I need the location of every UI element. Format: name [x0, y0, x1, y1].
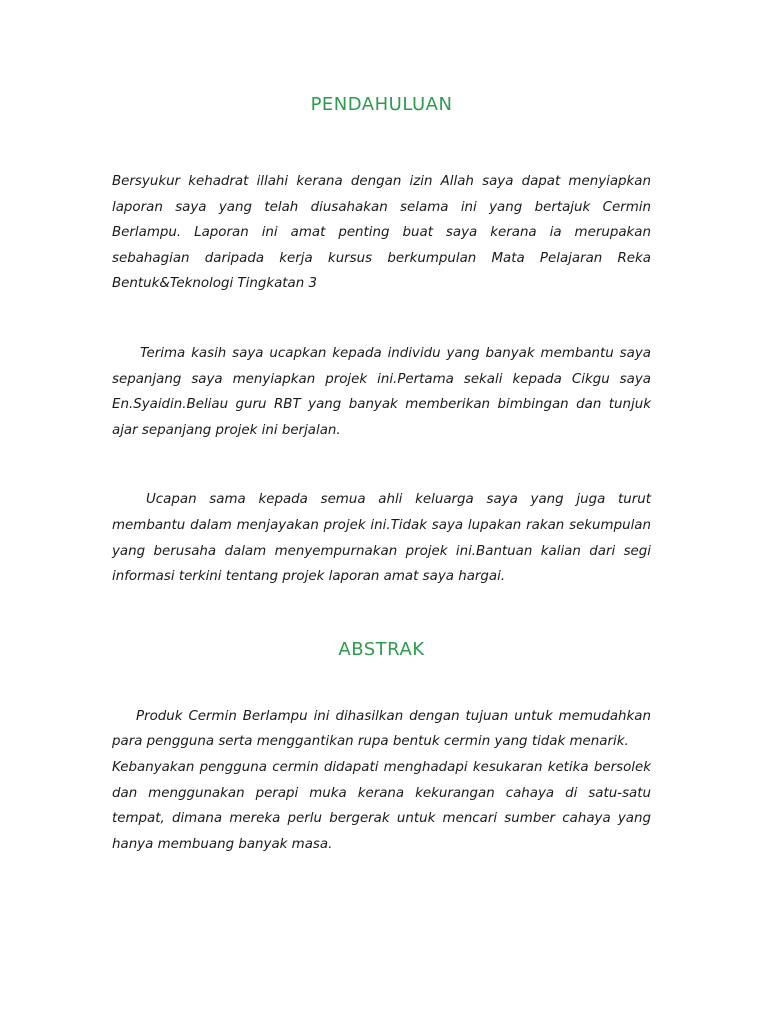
paragraph-intro: Bersyukur kehadrat illahi kerana dengan izin Allah saya dapat menyiapkan laporan saya yang telah diusahakan selama ini yang bertajuk Cermin Berlampu. Laporan ini amat penting buat saya kerana ia merupakan sebahagian daripada kerja kursus berkumpulan Mata Pelajaran Reka Bentuk&Teknologi Tingkatan 3	[112, 174, 651, 292]
paragraph-abstract-problem: Kebanyakan pengguna cermin didapati menghadapi kesukaran ketika bersolek dan menggunakan perapi muka kerana kekurangan cahaya di satu-satu tempat, dimana mereka perlu bergerak untuk mencari sumber cahaya yang hanya membuang banyak masa.	[112, 759, 651, 852]
heading-pendahuluan: PENDAHULUAN	[310, 94, 453, 115]
paragraph-abstract-product: Produk Cermin Berlampu ini dihasilkan dengan tujuan untuk memudahkan para pengguna serta menggantikan rupa bentuk cermin yang tidak menarik.	[112, 708, 651, 750]
paragraph-thanks: Terima kasih saya ucapkan kepada individu yang banyak membantu saya sepanjang saya menyiapkan projek ini.Pertama sekali kepada Cikgu saya En.Syaidin.Beliau guru RBT yang banyak memberikan bimbingan dan tunjuk ajar sepanjang projek ini berjalan.	[112, 345, 651, 438]
heading-abstrak: ABSTRAK	[338, 638, 425, 660]
paragraph-family: Ucapan sama kepada semua ahli keluarga saya yang juga turut membantu dalam menjayakan projek ini.Tidak saya lupakan rakan sekumpulan yang berusaha dalam menyempurnakan projek ini.Bantuan kalian dari segi informasi terkini tentang projek laporan amat saya hargai.	[112, 492, 651, 585]
